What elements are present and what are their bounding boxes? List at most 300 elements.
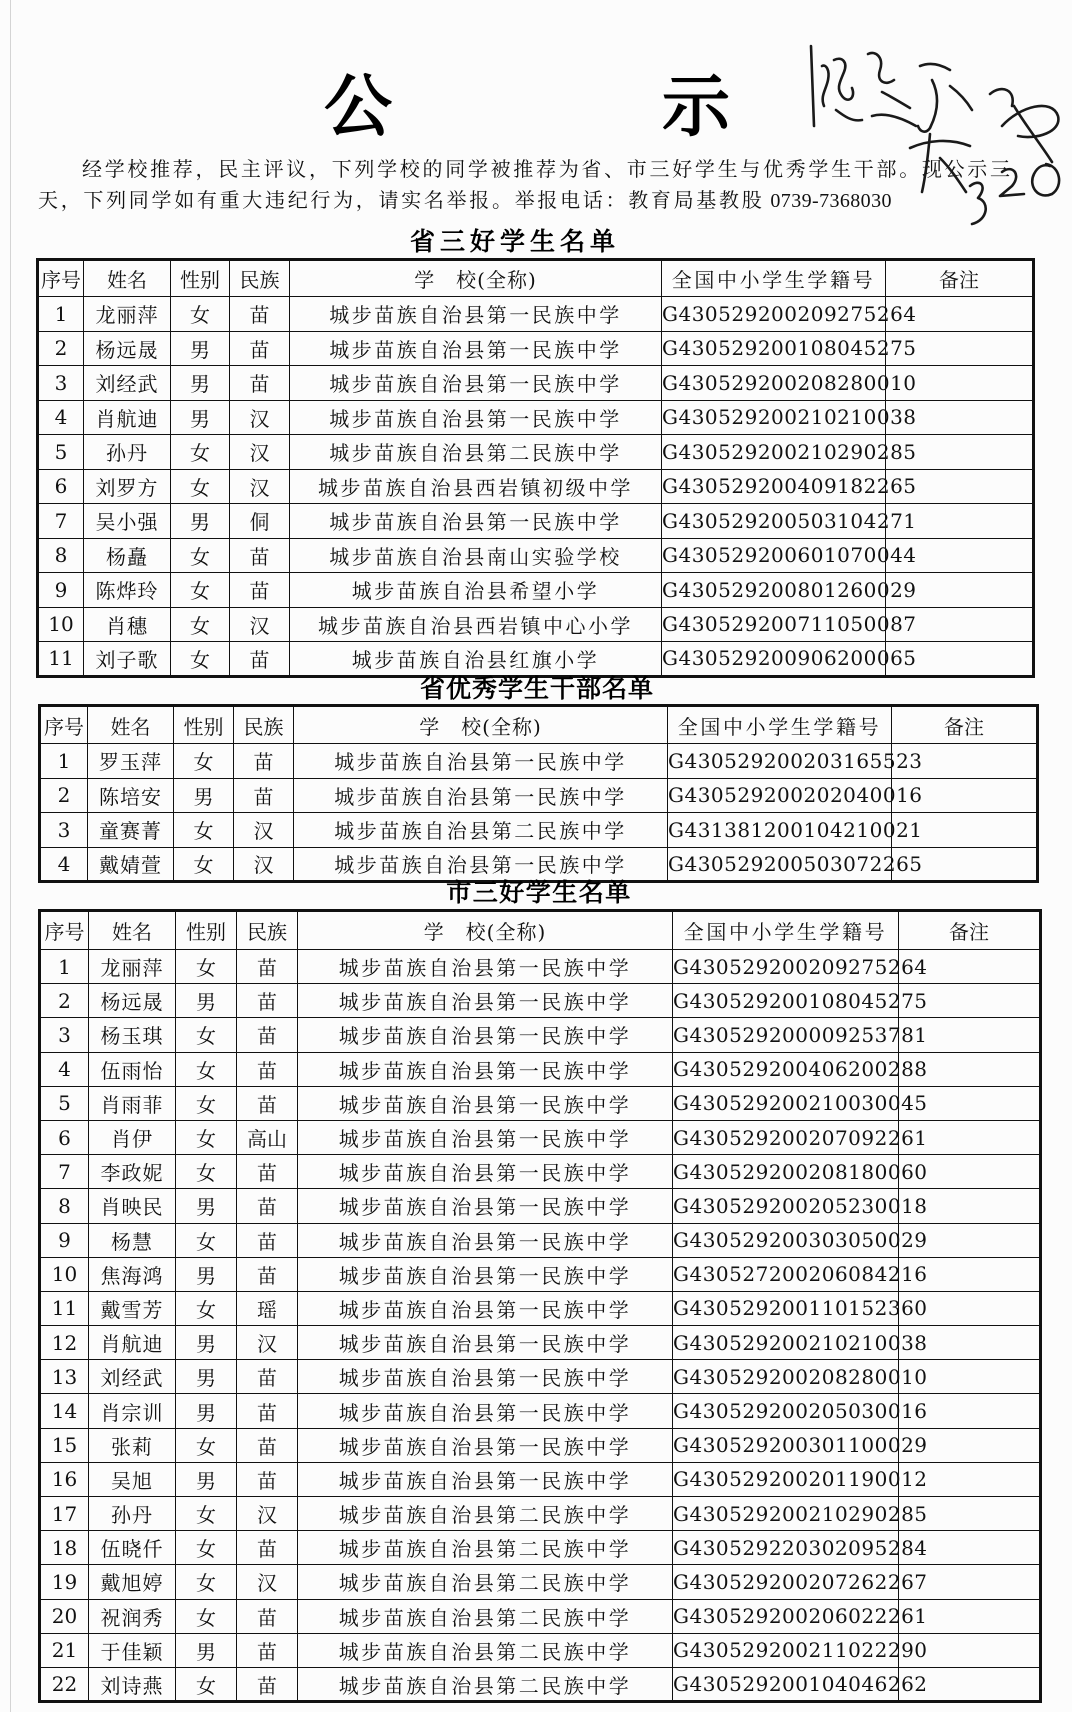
name-cell: 肖映民: [89, 1189, 176, 1223]
name-cell: 戴雪芳: [89, 1291, 176, 1325]
school-cell: 城步苗族自治县南山实验学校: [290, 538, 662, 573]
school-cell: 城步苗族自治县第一民族中学: [294, 744, 668, 779]
row-number-cell: 18: [40, 1531, 89, 1565]
name-cell: 肖伊: [89, 1120, 176, 1154]
sex-cell: 男: [176, 1633, 237, 1667]
student-id-cell: G430529200801260029: [662, 573, 886, 608]
sex-cell: 男: [176, 984, 237, 1018]
school-cell: 城步苗族自治县第二民族中学: [294, 813, 668, 848]
ethnicity-cell: 苗: [234, 744, 294, 779]
ethnicity-cell: 苗: [237, 1086, 298, 1120]
name-cell: 伍晓仟: [89, 1531, 176, 1565]
sex-cell: 男: [171, 331, 230, 366]
name-cell: 杨远晟: [89, 984, 176, 1018]
ethnicity-cell: 苗: [237, 984, 298, 1018]
header-student-id: 全国中小学生学籍号: [673, 911, 899, 950]
student-id-cell: G430527200206084216: [673, 1257, 899, 1291]
row-number-cell: 11: [38, 642, 84, 677]
sex-cell: 女: [171, 538, 230, 573]
school-cell: 城步苗族自治县第一民族中学: [298, 1052, 673, 1086]
ethnicity-cell: 汉: [230, 469, 290, 504]
page-title-left: 公: [324, 68, 393, 147]
name-cell: 吴小强: [84, 504, 171, 539]
ethnicity-cell: 汉: [234, 847, 294, 882]
table-row: [40, 778, 1038, 813]
row-number-cell: 8: [38, 538, 84, 573]
row-number-cell: 7: [38, 504, 84, 539]
ethnicity-cell: 苗: [237, 1052, 298, 1086]
name-cell: 罗玉萍: [88, 744, 174, 779]
name-cell: 陈烨玲: [84, 573, 171, 608]
roster-table: [38, 909, 1042, 1703]
row-number-cell: 4: [40, 1052, 89, 1086]
sex-cell: 女: [176, 1291, 237, 1325]
name-cell: 龙丽萍: [89, 950, 176, 984]
section-title: 市三好学生名单: [446, 878, 632, 907]
sex-cell: 男: [176, 1462, 237, 1496]
sex-cell: 女: [174, 847, 234, 882]
ethnicity-cell: 汉: [230, 435, 290, 470]
header-school: 学 校(全称): [294, 706, 668, 744]
student-id-cell: G430529200108045275: [673, 984, 899, 1018]
sex-cell: 女: [171, 469, 230, 504]
table-body: [40, 744, 1038, 882]
name-cell: 戴婧萱: [88, 847, 174, 882]
ethnicity-cell: 苗: [237, 1257, 298, 1291]
ethnicity-cell: 苗: [234, 778, 294, 813]
ethnicity-cell: 苗: [237, 950, 298, 984]
student-id-cell: G430529200203165523: [668, 744, 892, 779]
sex-cell: 女: [171, 642, 230, 677]
ethnicity-cell: 苗: [237, 1599, 298, 1633]
sex-cell: 女: [176, 1428, 237, 1462]
row-number-cell: 6: [40, 1120, 89, 1154]
name-cell: 肖雨菲: [89, 1086, 176, 1120]
table-row: [40, 1497, 1041, 1531]
table-row: [40, 1667, 1041, 1701]
sex-cell: 男: [171, 366, 230, 401]
table-row: [40, 1462, 1041, 1496]
row-number-cell: 3: [40, 813, 88, 848]
table-row: [40, 1052, 1041, 1086]
sex-cell: 女: [176, 1667, 237, 1701]
school-cell: 城步苗族自治县希望小学: [290, 573, 662, 608]
school-cell: 城步苗族自治县第一民族中学: [298, 1291, 673, 1325]
table-body: [38, 297, 1034, 677]
row-number-cell: 3: [40, 1018, 89, 1052]
school-cell: 城步苗族自治县西岩镇初级中学: [290, 469, 662, 504]
name-cell: 陈培安: [88, 778, 174, 813]
row-number-cell: 21: [40, 1633, 89, 1667]
sex-cell: 女: [171, 573, 230, 608]
ethnicity-cell: 瑶: [237, 1291, 298, 1325]
ethnicity-cell: 汉: [237, 1326, 298, 1360]
ethnicity-cell: 苗: [237, 1394, 298, 1428]
header-ethnicity: 民族: [230, 260, 290, 297]
student-id-cell: G430529200210210038: [673, 1326, 899, 1360]
table-body: [40, 950, 1041, 1702]
row-number-cell: 10: [40, 1257, 89, 1291]
ethnicity-cell: 侗: [230, 504, 290, 539]
school-cell: 城步苗族自治县第一民族中学: [290, 400, 662, 435]
sex-cell: 男: [176, 1189, 237, 1223]
name-cell: 童赛菁: [88, 813, 174, 848]
handwritten-signature: [790, 36, 1070, 236]
row-number-cell: 2: [40, 984, 89, 1018]
header-no: 序号: [40, 911, 89, 950]
header-school: 学 校(全称): [290, 260, 662, 297]
row-number-cell: 6: [38, 469, 84, 504]
sex-cell: 女: [174, 744, 234, 779]
row-number-cell: 14: [40, 1394, 89, 1428]
ethnicity-cell: 苗: [237, 1667, 298, 1701]
header-remark: 备注: [899, 911, 1041, 950]
header-remark: 备注: [886, 260, 1034, 297]
student-id-cell: G430529200009253781: [673, 1018, 899, 1052]
row-number-cell: 7: [40, 1155, 89, 1189]
name-cell: 肖航迪: [84, 400, 171, 435]
table-row: [38, 469, 1034, 504]
row-number-cell: 20: [40, 1599, 89, 1633]
table-row: [40, 1086, 1041, 1120]
sex-cell: 女: [176, 1223, 237, 1257]
name-cell: 孙丹: [89, 1497, 176, 1531]
student-id-cell: G430529200210290285: [662, 435, 886, 470]
ethnicity-cell: 苗: [230, 297, 290, 332]
row-number-cell: 19: [40, 1565, 89, 1599]
table-row: [40, 1257, 1041, 1291]
header-no: 序号: [40, 706, 88, 744]
signature-stroke: [868, 53, 972, 132]
table-row: [40, 1223, 1041, 1257]
row-number-cell: 10: [38, 607, 84, 642]
school-cell: 城步苗族自治县第一民族中学: [298, 1394, 673, 1428]
table-row: [38, 504, 1034, 539]
student-id-cell: G430529200208280010: [662, 366, 886, 401]
table-row: [40, 744, 1038, 779]
name-cell: 张莉: [89, 1428, 176, 1462]
sex-cell: 女: [176, 950, 237, 984]
name-cell: 杨玉琪: [89, 1018, 176, 1052]
name-cell: 杨慧: [89, 1223, 176, 1257]
header-row: [40, 706, 1038, 744]
header-remark: 备注: [892, 706, 1038, 744]
ethnicity-cell: 苗: [237, 1223, 298, 1257]
row-number-cell: 16: [40, 1462, 89, 1496]
table-row: [40, 1291, 1041, 1325]
row-number-cell: 1: [40, 950, 89, 984]
row-number-cell: 13: [40, 1360, 89, 1394]
ethnicity-cell: 汉: [234, 813, 294, 848]
header-name: 姓名: [88, 706, 174, 744]
student-id-cell: G430529200406200288: [673, 1052, 899, 1086]
school-cell: 城步苗族自治县第一民族中学: [298, 1120, 673, 1154]
header-sex: 性别: [174, 706, 234, 744]
sex-cell: 男: [176, 1257, 237, 1291]
notice-text: 天，下列同学如有重大违纪行为，请实名举报。举报电话：教育局基教股: [38, 188, 765, 212]
sex-cell: 女: [176, 1497, 237, 1531]
table-header: [40, 706, 1038, 744]
header-name: 姓名: [89, 911, 176, 950]
ethnicity-cell: 苗: [230, 573, 290, 608]
school-cell: 城步苗族自治县第二民族中学: [298, 1599, 673, 1633]
ethnicity-cell: 苗: [237, 1189, 298, 1223]
sex-cell: 男: [171, 504, 230, 539]
row-number-cell: 17: [40, 1497, 89, 1531]
header-sex: 性别: [176, 911, 237, 950]
school-cell: 城步苗族自治县第一民族中学: [298, 984, 673, 1018]
ethnicity-cell: 苗: [230, 331, 290, 366]
signature-stroke: [970, 164, 1059, 224]
row-number-cell: 4: [38, 400, 84, 435]
ethnicity-cell: 汉: [237, 1565, 298, 1599]
school-cell: 城步苗族自治县第一民族中学: [298, 1360, 673, 1394]
table-row: [38, 573, 1034, 608]
row-number-cell: 4: [40, 847, 88, 882]
school-cell: 城步苗族自治县第一民族中学: [298, 1155, 673, 1189]
table-header: [38, 260, 1034, 297]
school-cell: 城步苗族自治县第二民族中学: [298, 1531, 673, 1565]
sex-cell: 女: [176, 1052, 237, 1086]
student-id-cell: G430529200409182265: [662, 469, 886, 504]
student-id-cell: G430529200601070044: [662, 538, 886, 573]
table-row: [38, 366, 1034, 401]
sex-cell: 男: [176, 1360, 237, 1394]
header-ethnicity: 民族: [237, 911, 298, 950]
student-id-cell: G430529200503072265: [668, 847, 892, 882]
table-row: [38, 607, 1034, 642]
row-number-cell: 1: [40, 744, 88, 779]
name-cell: 刘经武: [84, 366, 171, 401]
school-cell: 城步苗族自治县第一民族中学: [298, 1326, 673, 1360]
student-id-cell: G430529200110152360: [673, 1291, 899, 1325]
student-id-cell: G430529200906200065: [662, 642, 886, 677]
row-number-cell: 12: [40, 1326, 89, 1360]
table-row: [38, 538, 1034, 573]
signature-stroke: [910, 89, 1058, 192]
table-row: [40, 1120, 1041, 1154]
row-number-cell: 11: [40, 1291, 89, 1325]
ethnicity-cell: 汉: [230, 400, 290, 435]
signature-stroke: [811, 46, 862, 126]
school-cell: 城步苗族自治县第二民族中学: [298, 1565, 673, 1599]
page-title-right: 示: [662, 68, 731, 147]
school-cell: 城步苗族自治县第一民族中学: [290, 297, 662, 332]
table-header: [40, 911, 1041, 950]
student-id-cell: G430529200201190012: [673, 1462, 899, 1496]
student-id-cell: G431381200104210021: [668, 813, 892, 848]
row-number-cell: 9: [40, 1223, 89, 1257]
student-id-cell: G430529200108045275: [662, 331, 886, 366]
table-row: [38, 297, 1034, 332]
table-row: [38, 331, 1034, 366]
school-cell: 城步苗族自治县西岩镇中心小学: [290, 607, 662, 642]
table-row: [38, 400, 1034, 435]
school-cell: 城步苗族自治县第一民族中学: [298, 1189, 673, 1223]
school-cell: 城步苗族自治县第二民族中学: [298, 1497, 673, 1531]
student-id-cell: G430529200209275264: [662, 297, 886, 332]
name-cell: 李政妮: [89, 1155, 176, 1189]
table-row: [40, 1155, 1041, 1189]
name-cell: 戴旭婷: [89, 1565, 176, 1599]
student-id-cell: G430529200208280010: [673, 1360, 899, 1394]
student-id-cell: G430529200711050087: [662, 607, 886, 642]
ethnicity-cell: 苗: [230, 366, 290, 401]
table-row: [40, 1428, 1041, 1462]
row-number-cell: 15: [40, 1428, 89, 1462]
table-row: [40, 1633, 1041, 1667]
name-cell: 吴旭: [89, 1462, 176, 1496]
table-row: [40, 984, 1041, 1018]
header-name: 姓名: [84, 260, 171, 297]
sex-cell: 女: [171, 607, 230, 642]
school-cell: 城步苗族自治县第一民族中学: [290, 504, 662, 539]
row-number-cell: 5: [40, 1086, 89, 1120]
sex-cell: 女: [176, 1599, 237, 1633]
student-id-cell: G430529200207092261: [673, 1120, 899, 1154]
table-row: [40, 1018, 1041, 1052]
name-cell: 龙丽萍: [84, 297, 171, 332]
scan-edge: [10, 0, 11, 1712]
table-row: [40, 1394, 1041, 1428]
name-cell: 肖航迪: [89, 1326, 176, 1360]
row-number-cell: 8: [40, 1189, 89, 1223]
school-cell: 城步苗族自治县第二民族中学: [298, 1633, 673, 1667]
row-number-cell: 5: [38, 435, 84, 470]
school-cell: 城步苗族自治县第一民族中学: [298, 1086, 673, 1120]
name-cell: 杨矗: [84, 538, 171, 573]
school-cell: 城步苗族自治县第二民族中学: [290, 435, 662, 470]
name-cell: 祝润秀: [89, 1599, 176, 1633]
table-row: [40, 950, 1041, 984]
name-cell: 刘子歌: [84, 642, 171, 677]
student-id-cell: G430529200205030016: [673, 1394, 899, 1428]
ethnicity-cell: 苗: [237, 1018, 298, 1052]
section-title: 省三好学生名单: [409, 227, 621, 256]
row-number-cell: 22: [40, 1667, 89, 1701]
student-id-cell: G430529200206022261: [673, 1599, 899, 1633]
ethnicity-cell: 苗: [237, 1462, 298, 1496]
sex-cell: 女: [176, 1565, 237, 1599]
header-sex: 性别: [171, 260, 230, 297]
school-cell: 城步苗族自治县第一民族中学: [290, 331, 662, 366]
sex-cell: 男: [176, 1326, 237, 1360]
school-cell: 城步苗族自治县第一民族中学: [298, 1428, 673, 1462]
sex-cell: 女: [176, 1086, 237, 1120]
student-id-cell: G430529200301100029: [673, 1428, 899, 1462]
name-cell: 焦海鸿: [89, 1257, 176, 1291]
student-id-cell: G430529200210290285: [673, 1497, 899, 1531]
table-row: [40, 1326, 1041, 1360]
school-cell: 城步苗族自治县第一民族中学: [294, 778, 668, 813]
name-cell: 刘罗方: [84, 469, 171, 504]
table-row: [40, 847, 1038, 882]
header-row: [40, 911, 1041, 950]
ethnicity-cell: 汉: [237, 1497, 298, 1531]
sex-cell: 女: [176, 1120, 237, 1154]
header-student-id: 全国中小学生学籍号: [668, 706, 892, 744]
notice-line: 经学校推荐，民主评议，下列学校的同学被推荐为省、市三好学生与优秀学生干部。现公示三: [82, 157, 1013, 181]
ethnicity-cell: 苗: [237, 1428, 298, 1462]
header-no: 序号: [38, 260, 84, 297]
student-id-cell: G430529200303050029: [673, 1223, 899, 1257]
school-cell: 城步苗族自治县第一民族中学: [298, 1462, 673, 1496]
student-id-cell: G430529200104046262: [673, 1667, 899, 1701]
ethnicity-cell: 高山: [237, 1120, 298, 1154]
row-number-cell: 3: [38, 366, 84, 401]
table-row: [40, 1565, 1041, 1599]
name-cell: 刘经武: [89, 1360, 176, 1394]
table-row: [40, 813, 1038, 848]
name-cell: 杨远晟: [84, 331, 171, 366]
sex-cell: 男: [174, 778, 234, 813]
report-phone: 0739-7368030: [770, 190, 892, 212]
name-cell: 伍雨怡: [89, 1052, 176, 1086]
student-id-cell: G430529220302095284: [673, 1531, 899, 1565]
ethnicity-cell: 苗: [237, 1531, 298, 1565]
school-cell: 城步苗族自治县第二民族中学: [298, 1667, 673, 1701]
school-cell: 城步苗族自治县第一民族中学: [290, 366, 662, 401]
school-cell: 城步苗族自治县第一民族中学: [298, 950, 673, 984]
ethnicity-cell: 苗: [237, 1633, 298, 1667]
sex-cell: 女: [171, 435, 230, 470]
student-id-cell: G430529200210210038: [662, 400, 886, 435]
school-cell: 城步苗族自治县第一民族中学: [298, 1223, 673, 1257]
student-id-cell: G430529200202040016: [668, 778, 892, 813]
table-row: [40, 1599, 1041, 1633]
ethnicity-cell: 苗: [237, 1360, 298, 1394]
name-cell: 孙丹: [84, 435, 171, 470]
ethnicity-cell: 苗: [230, 538, 290, 573]
header-school: 学 校(全称): [298, 911, 673, 950]
student-id-cell: G430529200211022290: [673, 1633, 899, 1667]
name-cell: 肖宗训: [89, 1394, 176, 1428]
student-id-cell: G430529200207262267: [673, 1565, 899, 1599]
student-id-cell: G430529200209275264: [673, 950, 899, 984]
school-cell: 城步苗族自治县第一民族中学: [298, 1257, 673, 1291]
ethnicity-cell: 汉: [230, 607, 290, 642]
school-cell: 城步苗族自治县第一民族中学: [298, 1018, 673, 1052]
student-id-cell: G430529200208180060: [673, 1155, 899, 1189]
ethnicity-cell: 苗: [237, 1155, 298, 1189]
sex-cell: 女: [176, 1531, 237, 1565]
table-row: [40, 1189, 1041, 1223]
student-id-cell: G430529200503104271: [662, 504, 886, 539]
row-number-cell: 2: [38, 331, 84, 366]
table-row: [40, 1360, 1041, 1394]
header-row: [38, 260, 1034, 297]
header-student-id: 全国中小学生学籍号: [662, 260, 886, 297]
notice-line: [38, 188, 892, 213]
sex-cell: 女: [176, 1155, 237, 1189]
table-row: [38, 642, 1034, 677]
sex-cell: 男: [171, 400, 230, 435]
table-row: [38, 435, 1034, 470]
row-number-cell: 9: [38, 573, 84, 608]
school-cell: 城步苗族自治县红旗小学: [290, 642, 662, 677]
roster-table: [38, 704, 1039, 883]
sex-cell: 女: [176, 1018, 237, 1052]
sex-cell: 女: [171, 297, 230, 332]
header-ethnicity: 民族: [234, 706, 294, 744]
roster-table: [36, 258, 1035, 678]
student-id-cell: G430529200210030045: [673, 1086, 899, 1120]
row-number-cell: 1: [38, 297, 84, 332]
sex-cell: 男: [176, 1394, 237, 1428]
ethnicity-cell: 苗: [230, 642, 290, 677]
name-cell: 刘诗燕: [89, 1667, 176, 1701]
table-row: [40, 1531, 1041, 1565]
